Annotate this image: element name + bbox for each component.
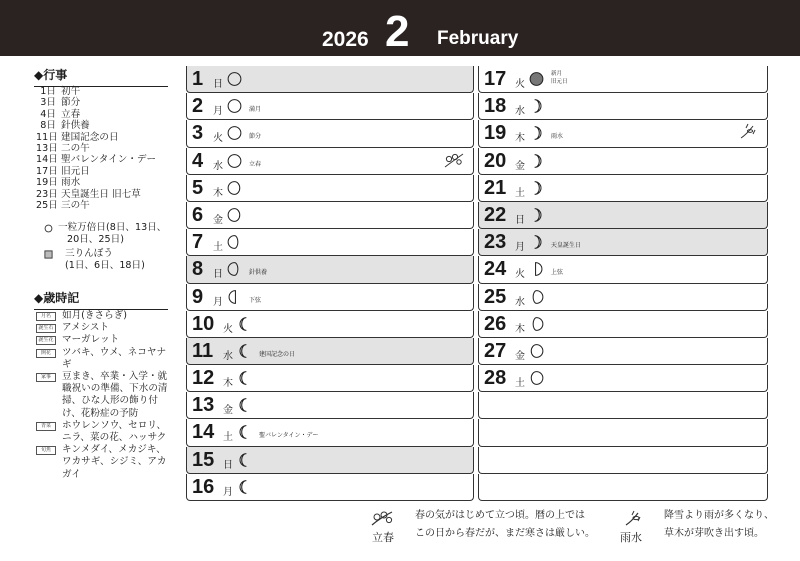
event-name: 初午 [61, 86, 81, 97]
saijiki-item [36, 371, 176, 420]
saijiki-tag: 開花 [36, 349, 56, 358]
moon-phase-icon [529, 71, 544, 87]
saijiki-text: マーガレット [62, 334, 120, 346]
saijiki-item [36, 310, 176, 322]
event-name: 天皇誕生日 旧七草 [61, 188, 141, 200]
day-number: 23 [484, 231, 507, 254]
moon-phase-icon [529, 234, 544, 250]
event-item [36, 97, 176, 108]
saijiki-item [36, 347, 176, 371]
day-row[interactable] [186, 66, 474, 93]
square-mark-icon [44, 250, 53, 259]
day-row[interactable] [478, 93, 768, 120]
day-number: 13 [192, 394, 215, 417]
day-row[interactable] [186, 365, 474, 392]
day-note: 満月 [249, 106, 262, 114]
moon-phase-icon [529, 125, 544, 141]
saijiki-list [36, 310, 176, 481]
day-note: 針供養 [249, 269, 268, 277]
saijiki-text: アメシスト [62, 322, 110, 334]
day-number: 20 [484, 149, 507, 172]
day-number: 12 [192, 367, 215, 390]
day-number: 14 [192, 421, 215, 444]
moon-phase-icon [227, 71, 242, 87]
moon-phase-icon [227, 153, 242, 169]
event-date: 23日 [36, 188, 58, 200]
event-name: 立春 [61, 108, 81, 120]
day-row[interactable] [186, 148, 474, 175]
moon-phase-icon [529, 98, 544, 114]
sekki-desc-line2: 草木が芽吹き出す頃。 [664, 528, 764, 539]
day-row[interactable] [478, 338, 768, 365]
weekday-label: 金 [515, 350, 525, 362]
event-item [36, 109, 176, 120]
event-name: 建国記念の日 [61, 131, 119, 143]
saijiki-item [36, 444, 176, 481]
event-date: 1日 [40, 86, 56, 97]
day-note: 上弦 [551, 269, 564, 277]
weekday-label: 金 [223, 405, 233, 417]
day-row[interactable] [478, 311, 768, 338]
day-number: 6 [192, 203, 204, 226]
day-row[interactable] [478, 256, 768, 283]
moon-phase-icon [227, 125, 242, 141]
month-name: February [437, 28, 519, 49]
event-item [36, 200, 176, 211]
saijiki-tag: 誕生石 [36, 324, 56, 333]
day-row[interactable] [186, 474, 474, 501]
weekday-label: 月 [515, 242, 525, 254]
month-number: 2 [385, 7, 410, 56]
moon-phase-icon [227, 289, 242, 305]
weekday-label: 月 [223, 486, 233, 498]
saijiki-text: 豆まき、卒業・入学・就職祝いの準備、下水の清掃、ひな人形の飾り付け、花粉症の予防 [62, 371, 168, 419]
risshun-plum-icon [443, 151, 465, 169]
saijiki-tag: 月名 [36, 312, 56, 321]
day-number: 7 [192, 231, 204, 254]
empty-row [478, 447, 768, 474]
weekday-label: 水 [213, 160, 223, 172]
moon-phase-icon [237, 397, 252, 413]
event-name: 二の午 [61, 142, 90, 154]
day-number: 17 [484, 68, 507, 90]
day-row[interactable] [186, 419, 474, 446]
weekday-label: 火 [515, 79, 525, 90]
day-row[interactable] [186, 202, 474, 229]
day-note: 建国記念の日 [259, 350, 296, 358]
day-note: 聖バレンタイン・デー [259, 432, 319, 440]
day-row[interactable] [478, 229, 768, 256]
weekday-label: 日 [515, 214, 525, 226]
day-number: 8 [192, 258, 204, 281]
day-row[interactable] [478, 284, 768, 311]
sekki-desc-line2: この日から春だが、まだ寒さは厳しい。 [415, 528, 595, 539]
moon-phase-icon [529, 370, 544, 386]
saijiki-text: ツバキ、ウメ、ネコヤナギ [62, 346, 167, 370]
day-number: 27 [484, 339, 507, 362]
weekday-label: 火 [223, 323, 233, 335]
day-number: 2 [192, 95, 204, 118]
event-date: 25日 [36, 199, 58, 211]
weekday-label: 水 [515, 296, 525, 308]
moon-phase-icon [529, 316, 544, 332]
event-name: 三の午 [61, 199, 90, 211]
day-row[interactable] [478, 365, 768, 392]
day-number: 16 [192, 475, 215, 498]
saijiki-tag: 誕生花 [36, 336, 56, 345]
event-name: 雨水 [61, 177, 81, 189]
event-date: 14日 [36, 154, 58, 166]
day-number: 5 [192, 176, 204, 199]
day-row[interactable] [186, 175, 474, 202]
day-number: 25 [484, 285, 507, 308]
saijiki-tag: 旬魚 [36, 446, 56, 455]
day-note: 新月 [551, 71, 563, 77]
event-item [36, 132, 176, 143]
weekday-label: 土 [515, 378, 525, 390]
day-number: 1 [192, 68, 204, 90]
weekday-label: 月 [213, 296, 223, 308]
event-item [36, 189, 176, 200]
weekday-label: 月 [213, 106, 223, 118]
moon-phase-icon [237, 343, 252, 359]
legend-sanrinbo: 三りんぼう (1日、6日、18日) [50, 248, 180, 271]
moon-phase-icon [227, 180, 242, 196]
rain-sprout-icon [622, 509, 644, 529]
weekday-label: 火 [515, 269, 525, 281]
event-date: 13日 [36, 142, 58, 154]
day-number: 11 [192, 339, 214, 362]
weekday-label: 木 [223, 378, 233, 390]
saijiki-tag: 青菜 [36, 422, 56, 431]
weekday-label: 火 [213, 133, 223, 145]
saijiki-item [36, 322, 176, 334]
event-item [36, 120, 176, 131]
day-row[interactable] [186, 120, 474, 147]
sekki-desc-line1: 降雪より雨が多くなり、 [664, 510, 774, 521]
moon-phase-icon [529, 343, 544, 359]
moon-phase-icon [529, 153, 544, 169]
empty-row [478, 392, 768, 419]
weekday-label: 土 [515, 187, 525, 199]
day-number: 28 [484, 367, 507, 390]
plum-branch-icon [370, 508, 396, 528]
moon-phase-icon [227, 207, 242, 223]
day-row[interactable] [186, 93, 474, 120]
calendar-column-left [186, 66, 474, 501]
moon-phase-icon [237, 316, 252, 332]
event-item [36, 86, 176, 97]
day-number: 4 [192, 149, 204, 172]
day-number: 15 [192, 448, 215, 471]
day-row[interactable] [478, 148, 768, 175]
event-name: 節分 [61, 97, 81, 109]
moon-phase-icon [237, 424, 252, 440]
weekday-label: 日 [223, 459, 233, 471]
calendar-column-right [478, 66, 768, 501]
moon-phase-icon [529, 180, 544, 196]
event-date: 8日 [40, 120, 56, 132]
weekday-label: 水 [223, 350, 233, 362]
weekday-label: 金 [213, 214, 223, 226]
usui-rain-icon [737, 123, 759, 141]
saijiki-item [36, 334, 176, 346]
day-number: 26 [484, 312, 507, 335]
circle-mark-icon [44, 224, 53, 233]
moon-phase-icon [529, 289, 544, 305]
event-item [36, 177, 176, 188]
day-row[interactable] [478, 120, 768, 147]
saijiki-heading: ◆歳時記 [34, 289, 168, 310]
day-note-secondary: 旧元日 [551, 79, 568, 85]
weekday-label: 水 [515, 106, 525, 118]
day-note: 天皇誕生日 [551, 242, 582, 250]
moon-phase-icon [227, 261, 242, 277]
day-number: 22 [484, 203, 507, 226]
day-number: 9 [192, 285, 204, 308]
day-number: 19 [484, 122, 507, 145]
event-date: 4日 [40, 108, 56, 120]
day-row[interactable] [478, 66, 768, 93]
moon-phase-icon [227, 234, 242, 250]
event-item [36, 143, 176, 154]
day-row[interactable] [186, 284, 474, 311]
moon-phase-icon [227, 98, 242, 114]
event-name: 聖バレンタイン・デー [61, 154, 157, 166]
saijiki-item [36, 420, 176, 444]
weekday-label: 木 [515, 133, 525, 145]
weekday-label: 土 [223, 432, 233, 444]
event-date: 17日 [36, 165, 58, 177]
day-row[interactable] [186, 256, 474, 283]
day-row[interactable] [478, 202, 768, 229]
empty-row [478, 474, 768, 501]
saijiki-text: ホウレンソウ、セロリ、ニラ、菜の花、ハッサク [62, 419, 167, 444]
day-number: 10 [192, 312, 215, 335]
day-number: 21 [484, 176, 507, 199]
event-item [36, 166, 176, 177]
moon-phase-icon [237, 479, 252, 495]
event-item [36, 154, 176, 165]
event-date: 3日 [40, 97, 56, 109]
day-note: 節分 [249, 133, 262, 141]
moon-phase-icon [529, 261, 544, 277]
event-date: 19日 [36, 177, 58, 189]
day-number: 24 [484, 258, 507, 281]
sekki-desc-line1: 春の気がはじめて立つ頃。暦の上では [415, 510, 585, 521]
weekday-label: 金 [515, 160, 525, 172]
events-heading: ◆行事 [34, 66, 168, 87]
day-row[interactable] [186, 311, 474, 338]
sekki-name: 立春 [372, 531, 394, 544]
day-row[interactable] [186, 392, 474, 419]
moon-phase-icon [237, 452, 252, 468]
event-name: 針供養 [61, 120, 90, 132]
saijiki-text: キンメダイ、メカジキ、ワカサギ、シジミ、アカガイ [62, 444, 167, 480]
events-list [36, 86, 176, 211]
event-name: 旧元日 [61, 165, 90, 177]
event-date: 11日 [36, 131, 58, 143]
day-note: 立春 [249, 160, 262, 168]
day-number: 3 [192, 122, 204, 145]
saijiki-tag: 家事 [36, 373, 56, 382]
day-row[interactable] [478, 175, 768, 202]
day-number: 18 [484, 95, 507, 118]
moon-phase-icon [529, 207, 544, 223]
day-row[interactable] [186, 447, 474, 474]
day-row[interactable] [186, 338, 474, 365]
weekday-label: 日 [213, 79, 223, 90]
day-row[interactable] [186, 229, 474, 256]
weekday-label: 木 [515, 323, 525, 335]
moon-phase-icon [237, 370, 252, 386]
day-note: 雨水 [551, 133, 564, 141]
empty-row [478, 419, 768, 446]
weekday-label: 日 [213, 269, 223, 281]
sekki-name: 雨水 [620, 531, 642, 544]
weekday-label: 土 [213, 242, 223, 254]
day-note: 下弦 [249, 296, 262, 304]
weekday-label: 木 [213, 187, 223, 199]
calendar-header [0, 0, 800, 56]
saijiki-text: 如月(きさらぎ) [62, 310, 128, 321]
legend-ichiryu: 一粒万倍日(8日、13日、 20日、25日) [50, 222, 180, 245]
year-label: 2026 [322, 28, 369, 51]
